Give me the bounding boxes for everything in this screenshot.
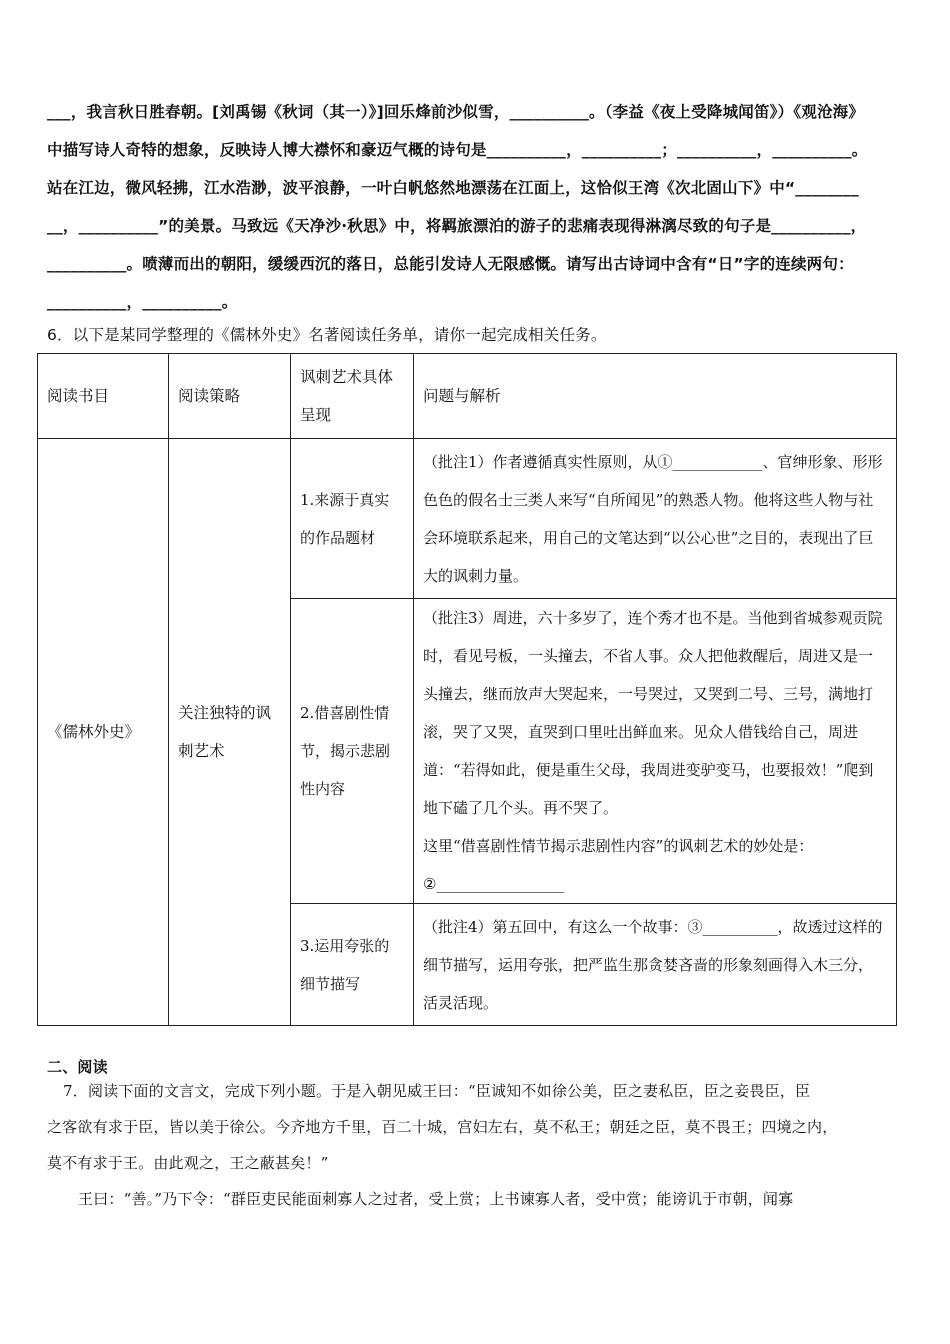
analysis-text: （批注3）周进，六十多岁了，连个秀才也不是。当他到省城参观贡院时，看见号板，一头撞去，不省人事。众人把他救醒后，周进又是一头撞去，继而放声大哭起来，一号哭过，又哭到二号、三号，满地打滚，哭了又哭，直哭到口里吐出鲜血来。见众人借钱给自己，周进道：“若得如此，便是重生父母，我周进变驴变马，也要报效！”爬到地下磕了几个头。再不哭了。 (423, 609, 883, 817)
q7-line: 王曰：“善。”乃下令：“群臣吏民能面刺寡人之过者，受上赏；上书谏寡人者，受中赏；能谤讥于市朝，闻寡 (78, 1190, 794, 1208)
q6-title: 6．以下是某同学整理的《儒林外史》名著阅读任务单，请你一起完成相关任务。 (47, 326, 607, 344)
strategy-cell: 关注独特的讽刺艺术 (169, 439, 291, 1026)
analysis-cell: （批注1）作者遵循真实性原则，从①____________、官绅形象、形形色色的假名士三类人来写“自所闻见”的熟悉人物。他将这些人物与社会环境联系起来，用自己的文笔达到“以公心世”之目的，表现出了巨大的讽刺力量。 (414, 439, 897, 599)
q7-line: 莫不有求于王。由此观之，王之蔽甚矣！” (47, 1154, 329, 1172)
book-cell: 《儒林外史》 (38, 439, 169, 1026)
q5-line: 中描写诗人奇特的想象，反映诗人博大襟怀和豪迈气概的诗句是__________，__________；__________，__________。 (47, 141, 868, 159)
q5-line: __，__________”的美景。马致远《天净沙·秋思》中，将羁旅漂泊的游子的悲痛表现得淋漓尽致的句子是__________， (47, 217, 867, 235)
section-title: 二、阅读 (47, 1058, 108, 1076)
art-cell: 2.借喜剧性情节，揭示悲剧性内容 (291, 599, 414, 904)
header-strategy: 阅读策略 (169, 354, 291, 439)
analysis-question: 这里“借喜剧性情节揭示悲剧性内容”的讽刺艺术的妙处是： (423, 837, 814, 855)
q7-line: 7．阅读下面的文言文，完成下列小题。于是入朝见威王曰：“臣诚知不如徐公美，臣之妻私臣，臣之妾畏臣，臣 (63, 1082, 811, 1100)
header-art: 讽刺艺术具体呈现 (291, 354, 414, 439)
q5-line: 站在江边，微风轻拂，江水浩渺，波平浪静，一叶白帆悠然地漂荡在江面上，这恰似王湾《次北固山下》中“________ (47, 179, 859, 197)
header-book: 阅读书目 (38, 354, 169, 439)
art-cell: 1.来源于真实的作品题材 (291, 439, 414, 599)
analysis-cell: （批注4）第五回中，有这么一个故事：③__________，故透过这样的细节描写，运用夸张，把严监生那贪婪吝啬的形象刻画得入木三分，活灵活现。 (414, 904, 897, 1026)
header-analysis: 问题与解析 (414, 354, 897, 439)
q5-line: __________，__________。 (47, 293, 238, 311)
q5-line: __________。喷薄而出的朝阳，缓缓西沉的落日，总能引发诗人无限感慨。请写出古诗词中含有“日”字的连续两句： (47, 255, 854, 273)
art-cell: 3.运用夸张的细节描写 (291, 904, 414, 1026)
q5-line: ___，我言秋日胜春朝。[刘禹锡《秋词（其一）》]回乐烽前沙似雪，__________。（李益《夜上受降城闻笛》）《观沧海》 (47, 103, 865, 121)
reading-task-table (37, 353, 897, 1026)
answer-blank: ②_________________ (423, 875, 564, 893)
analysis-cell (414, 599, 897, 904)
q7-line: 之客欲有求于臣，皆以美于徐公。今齐地方千里，百二十城，宫妇左右，莫不私王；朝廷之臣，莫不畏王；四境之内， (47, 1118, 838, 1136)
